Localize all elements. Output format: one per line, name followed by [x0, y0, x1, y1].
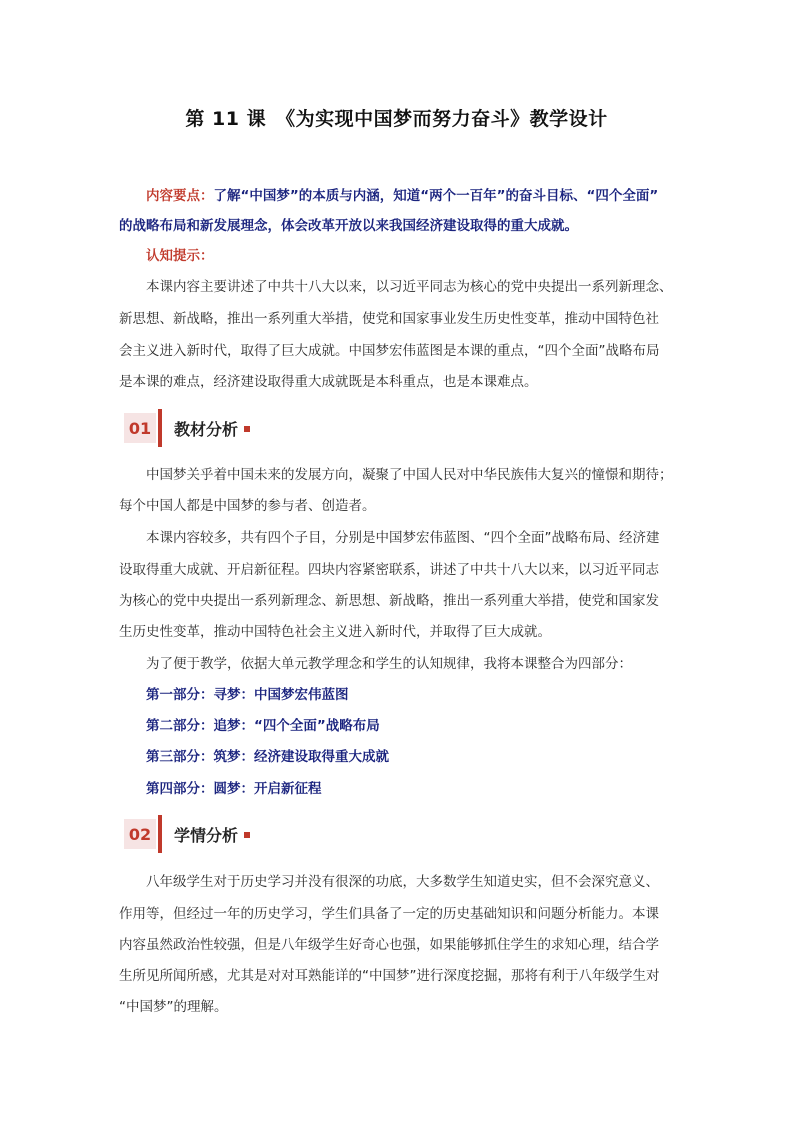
part-item-3: 第三部分：筑梦：经济建设取得重大成就	[146, 749, 389, 765]
section1-para2-line: 为核心的党中央提出一系列新理念、新思想、新战略，推出一系列重大举措，使党和国家发	[119, 593, 659, 609]
section2-para-line: 八年级学生对于历史学习并没有很深的功底，大多数学生知道史实，但不会深究意义、	[146, 874, 659, 890]
key-points-line-1	[146, 186, 716, 206]
section-header-02	[124, 815, 250, 853]
section1-para2-line: 本课内容较多，共有四个子目，分别是中国梦宏伟蓝图、“四个全面”战略布局、经济建	[146, 530, 660, 546]
section-square-marker	[244, 426, 250, 432]
section1-para1-line: 每个中国人都是中国梦的参与者、创造者。	[119, 498, 376, 514]
cognitive-tip-line: 本课内容主要讲述了中共十八大以来，以习近平同志为核心的党中央提出一系列新理念、	[146, 279, 673, 295]
section2-para-line: 内容虽然政治性较强，但是八年级学生好奇心也强，如果能够抓住学生的求知心理，结合学	[119, 937, 659, 953]
part-item-4: 第四部分：圆梦：开启新征程	[146, 781, 322, 797]
key-points-line-2: 的战略布局和新发展理念，体会改革开放以来我国经济建设取得的重大成就。	[119, 218, 578, 234]
cognitive-tip-line: 会主义进入新时代，取得了巨大成就。中国梦宏伟蓝图是本课的重点，“四个全面”战略布局	[119, 343, 660, 359]
page-title: 第 11 课 《为实现中国梦而努力奋斗》教学设计	[185, 108, 608, 130]
cognitive-tip-label: 认知提示：	[146, 248, 214, 264]
section-header-01	[124, 409, 250, 447]
key-points-text-1: 了解“中国梦”的本质与内涵，知道“两个一百年”的奋斗目标、“四个全面”	[213, 188, 659, 204]
part-item-2: 第二部分：追梦：“四个全面”战略布局	[146, 718, 380, 734]
part-item-1: 第一部分：寻梦：中国梦宏伟蓝图	[146, 687, 349, 703]
section2-para-line: “中国梦”的理解。	[119, 999, 228, 1015]
section-divider-bar	[158, 815, 162, 853]
section-square-marker	[244, 832, 250, 838]
section-divider-bar	[158, 409, 162, 447]
cognitive-tip-line: 新思想、新战略，推出一系列重大举措，使党和国家事业发生历史性变革，推动中国特色社	[119, 311, 659, 327]
section-title: 学情分析	[174, 825, 239, 845]
section-number: 02	[124, 819, 156, 849]
section2-para-line: 生所见所闻所感，尤其是对对耳熟能详的“中国梦”进行深度挖掘，那将有利于八年级学生对	[119, 968, 660, 984]
cognitive-tip-line: 是本课的难点，经济建设取得重大成就既是本科重点，也是本课难点。	[119, 374, 538, 390]
section1-para2-line: 生历史性变革，推动中国特色社会主义进入新时代，并取得了巨大成就。	[119, 624, 551, 640]
section2-para-line: 作用等，但经过一年的历史学习，学生们具备了一定的历史基础知识和问题分析能力。本课	[119, 906, 659, 922]
section1-para3: 为了便于教学，依据大单元教学理念和学生的认知规律，我将本课整合为四部分：	[146, 656, 632, 672]
section1-para2-line: 设取得重大成就、开启新征程。四块内容紧密联系，讲述了中共十八大以来，以习近平同志	[119, 562, 659, 578]
section-number: 01	[124, 413, 156, 443]
section-title: 教材分析	[174, 419, 239, 439]
key-points-label: 内容要点：	[146, 188, 214, 204]
section1-para1-line: 中国梦关乎着中国未来的发展方向，凝聚了中国人民对中华民族伟大复兴的憧憬和期待；	[146, 467, 673, 483]
